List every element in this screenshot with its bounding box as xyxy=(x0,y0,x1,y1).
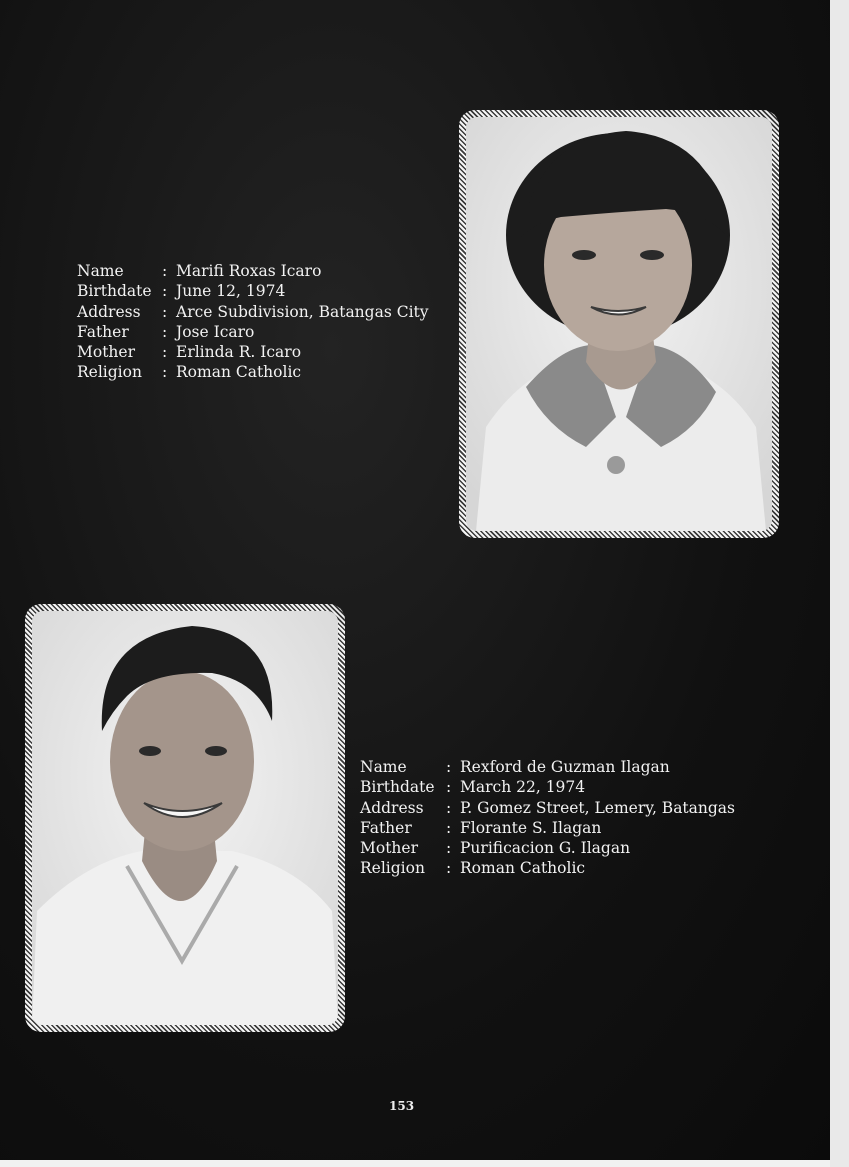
info-value: Roman Catholic xyxy=(176,363,302,382)
info-value: Roman Catholic xyxy=(460,859,586,878)
portrait-photo-girl xyxy=(466,117,772,531)
info-row-religion: Religion : Roman Catholic xyxy=(77,363,302,382)
info-label: Mother xyxy=(77,343,135,362)
info-label: Religion xyxy=(360,859,425,878)
photo-frame-rexford xyxy=(25,604,345,1032)
portrait-photo-boy xyxy=(32,611,338,1025)
photo-frame-marifi xyxy=(459,110,779,538)
info-row-father: Father : Florante S. Ilagan xyxy=(360,818,602,837)
info-value: March 22, 1974 xyxy=(460,778,586,797)
info-label: Birthdate xyxy=(360,778,435,797)
info-row-address: Address : Arce Subdivision, Batangas City xyxy=(77,302,429,321)
info-value: Marifi Roxas Icaro xyxy=(176,262,322,280)
portrait-boy-illustration xyxy=(32,611,338,1025)
profile-info-marifi xyxy=(77,261,429,383)
info-row-address: Address : P. Gomez Street, Lemery, Batangas xyxy=(360,798,736,817)
profile-info-rexford xyxy=(360,757,735,879)
info-row-mother: Mother : Purificacion G. Ilagan xyxy=(360,839,631,858)
info-value: Jose Icaro xyxy=(176,322,255,341)
info-label: Birthdate xyxy=(77,282,152,301)
info-value: June 12, 1974 xyxy=(176,282,286,301)
info-label: Father xyxy=(77,322,129,341)
portrait-girl-illustration xyxy=(466,117,772,531)
info-value: Arce Subdivision, Batangas City xyxy=(176,302,429,321)
info-row-name: Name : Rexford de Guzman Ilagan xyxy=(360,758,670,776)
info-label: Father xyxy=(360,818,412,837)
info-value: Rexford de Guzman Ilagan xyxy=(460,758,670,776)
info-label: Name xyxy=(77,262,124,280)
page-edge xyxy=(830,0,849,1167)
info-label: Religion xyxy=(77,363,142,382)
page-number: 153 xyxy=(389,1099,415,1113)
info-label: Mother xyxy=(360,839,418,858)
info-row-birthdate: Birthdate : June 12, 1974 xyxy=(77,282,286,301)
info-row-father: Father : Jose Icaro xyxy=(77,322,255,341)
info-value: Erlinda R. Icaro xyxy=(176,343,302,362)
info-label: Name xyxy=(360,758,407,776)
info-value: P. Gomez Street, Lemery, Batangas xyxy=(460,798,736,817)
info-row-religion: Religion : Roman Catholic xyxy=(360,859,586,878)
info-label: Address xyxy=(77,302,141,321)
info-row-mother: Mother : Erlinda R. Icaro xyxy=(77,343,302,362)
info-row-name: Name : Marifi Roxas Icaro xyxy=(77,262,322,280)
info-label: Address xyxy=(360,798,424,817)
info-row-birthdate: Birthdate : March 22, 1974 xyxy=(360,778,586,797)
info-value: Purificacion G. Ilagan xyxy=(460,839,631,858)
info-value: Florante S. Ilagan xyxy=(460,818,602,837)
